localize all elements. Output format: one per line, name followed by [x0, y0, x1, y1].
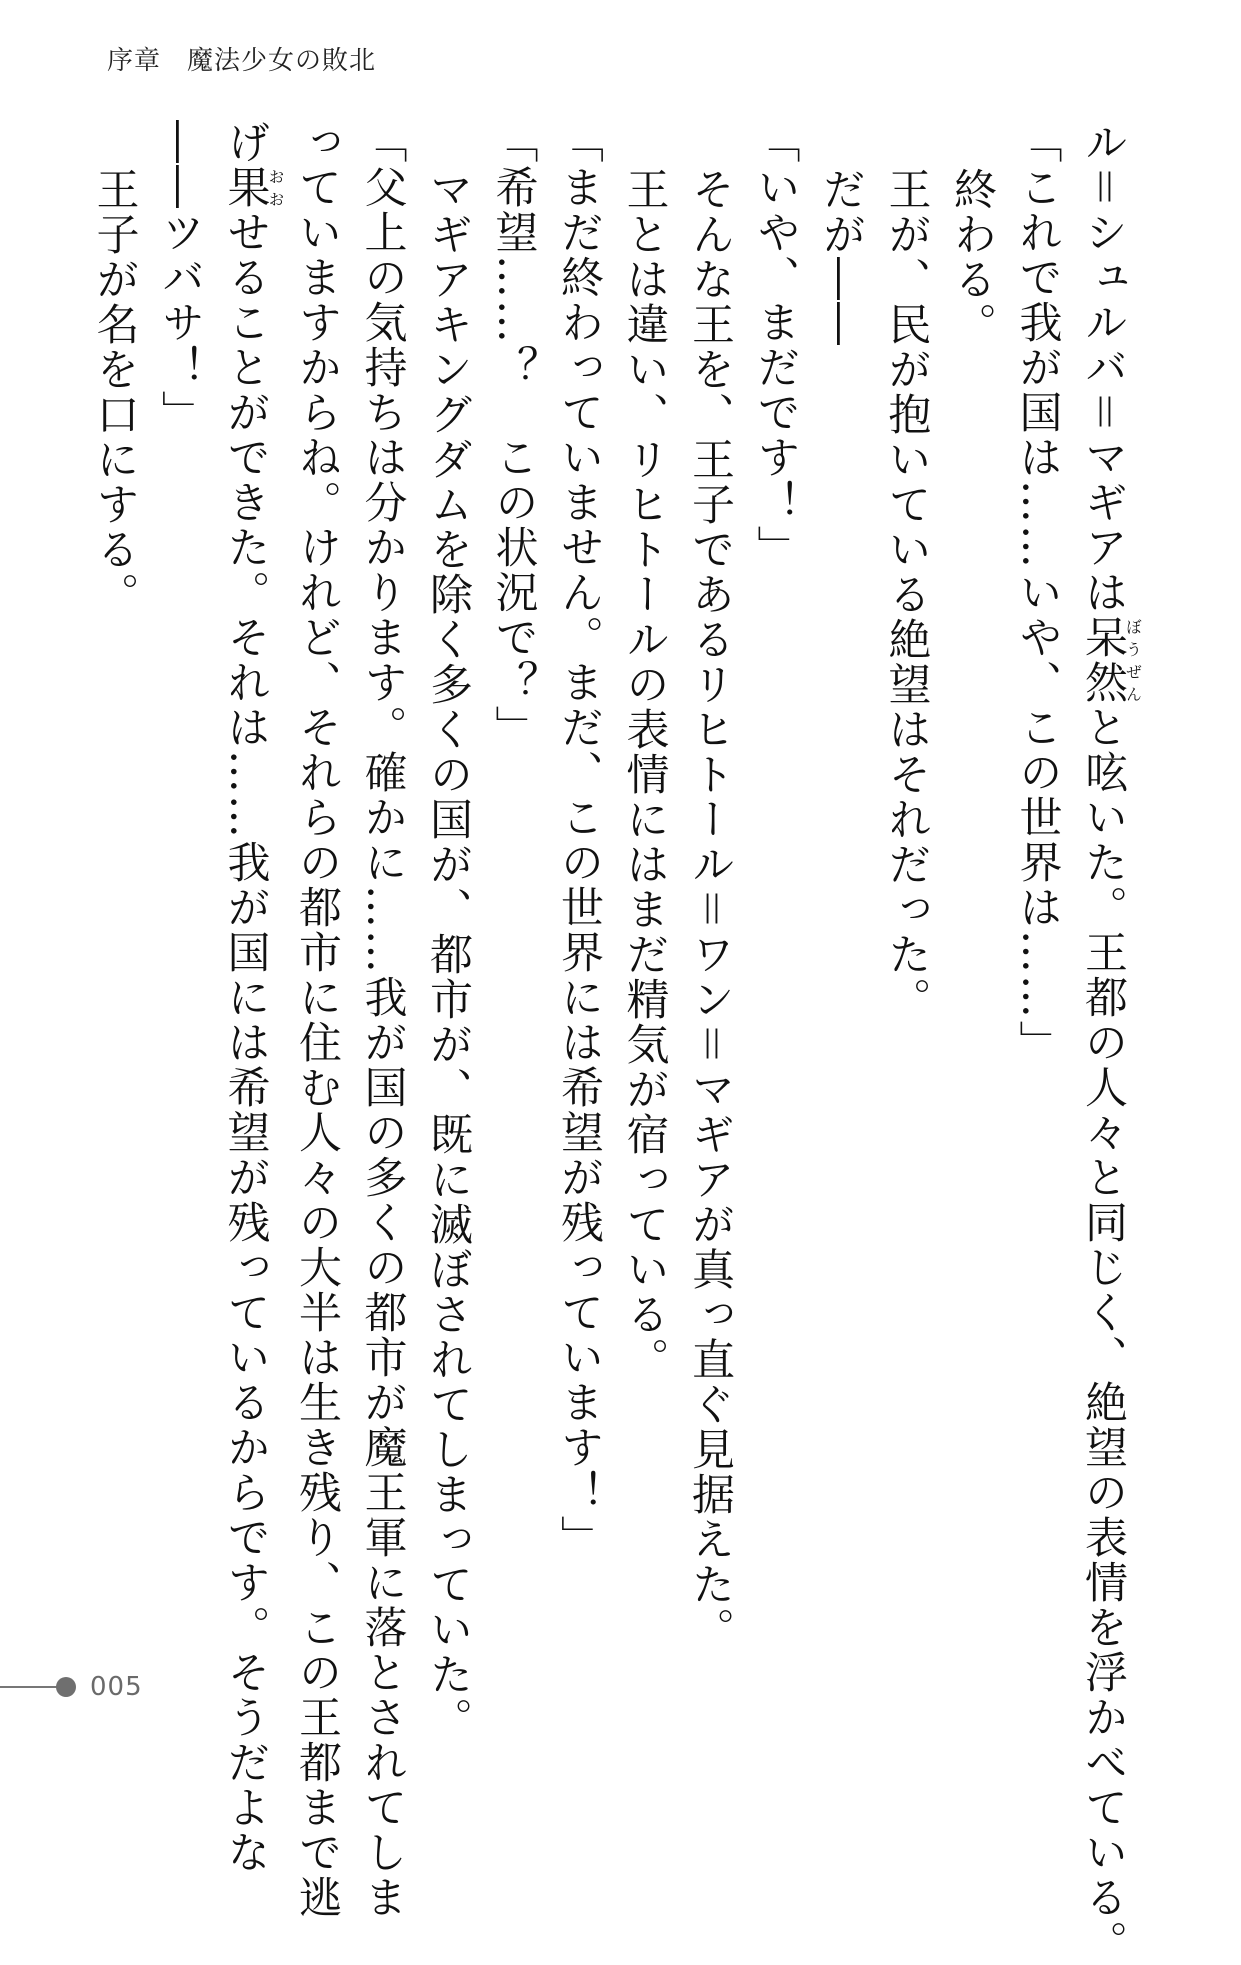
text-fragment: せることができた。それは……我が国には希望が残っているからです。そうだよな [220, 210, 271, 1875]
text-line: だが―― [816, 167, 866, 347]
text-line: 「希望……？ この状況で？」 [488, 120, 539, 750]
text-line: そんな王を、王子であるリヒトール＝ワン＝マギアが真っ直ぐ見据えた。 [685, 167, 735, 1652]
text-fragment: ル＝シュルバ＝マギアは [1078, 120, 1128, 615]
text-line: 王が、民が抱いている絶望はそれだった。 [881, 167, 932, 1022]
text-line [1070, 120, 1143, 1965]
text-line: マギアキングダムを除く多くの国が、都市が、既に滅ぼされてしまっていた。 [423, 167, 473, 1742]
page-number: 005 [90, 1672, 143, 1702]
text-line: 王とは違い、リヒトールの表情にはまだ精気が宿っている。 [619, 167, 670, 1382]
page-folio [0, 1672, 300, 1702]
text-line: ――ツバサ！」 [155, 120, 205, 435]
text-fragment: げ [220, 120, 271, 165]
ruby-oo [220, 165, 285, 210]
text-line: っていますからね。けれど、それらの都市に住む人々の大半は生き残り、この王都まで逃 [292, 120, 342, 1920]
text-line: 終わる。 [947, 167, 997, 347]
ruby-reading: ぼうぜん [1123, 615, 1143, 705]
chapter-label: 序章 [107, 46, 162, 76]
chapter-title: 魔法少女の敗北 [187, 46, 377, 76]
folio-rule [0, 1686, 62, 1688]
text-line: 「これで我が国は……いや、この世界は……」 [1012, 120, 1063, 1065]
text-line: 王子が名を口にする。 [89, 167, 140, 617]
text-fragment: と呟いた。王都の人々と同じく、絶望の表情を浮かべている。 [1078, 705, 1128, 1965]
ruby-reading: おお [266, 165, 285, 210]
folio-dot-icon [56, 1677, 76, 1697]
text-line: 「父上の気持ちは分かります。確かに……我が国の多くの都市が魔王軍に落とされてしま [357, 120, 408, 1920]
ruby-bouzen [1078, 615, 1143, 705]
text-line [212, 120, 285, 1875]
ruby-base: 果 [220, 165, 271, 210]
running-head [107, 40, 376, 77]
text-line: 「まだ終わっていません。まだ、この世界には希望が残っています！」 [554, 120, 604, 1560]
ruby-base: 呆然 [1078, 615, 1128, 705]
text-line: 「いや、まだです！」 [750, 120, 801, 570]
